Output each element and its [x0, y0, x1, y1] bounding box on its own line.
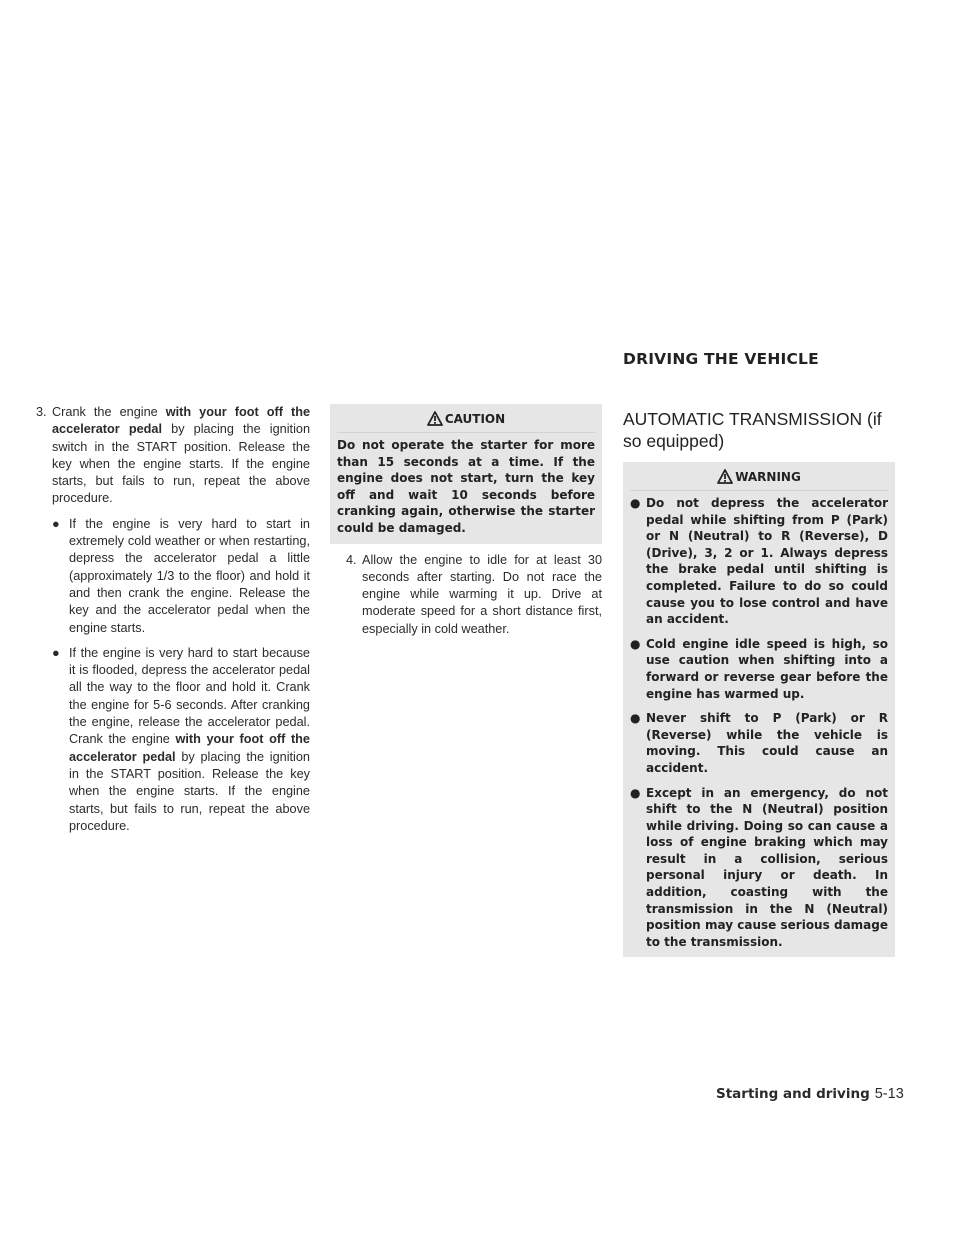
bullet-item — [52, 645, 310, 835]
bullet-item — [52, 516, 310, 637]
page-footer — [716, 1086, 916, 1102]
bullet-icon: ● — [52, 516, 60, 531]
warning-text: Never shift to P (Park) or R (Reverse) while the vehicle is moving. This could cause an accident. — [646, 711, 888, 775]
warning-label: WARNING — [735, 470, 801, 484]
warning-text: Do not depress the accelerator pedal while shifting from P (Park) or N (Neutral) to R (Reverse), D (Drive), 3, 2 or 1. Always depress the brake pedal until shifting is completed. Failure to do so could cause you to lose control and have an accident. — [646, 496, 888, 627]
bullet-icon: ● — [630, 711, 641, 726]
caution-label: CAUTION — [444, 412, 506, 426]
caution-title — [337, 410, 595, 433]
bullet-icon: ● — [630, 785, 641, 800]
warning-triangle-icon — [427, 411, 443, 426]
warning-box — [623, 462, 895, 957]
step-4 — [346, 552, 602, 638]
bullet-emphasis: with your foot off the accelerator pedal — [69, 732, 310, 764]
step-text: Crank the engine — [52, 405, 166, 419]
step-number: 4. — [346, 552, 357, 567]
right-column — [623, 404, 895, 957]
warning-list — [630, 495, 888, 950]
warning-title — [630, 468, 888, 491]
bullet-text: by placing the ignition in the START position. Release the key when the engine starts. If the engine starts, but fails to run, repeat the above procedure. — [69, 749, 310, 833]
footer-section-name: Starting and driving — [716, 1086, 870, 1102]
bullet-list — [36, 516, 310, 835]
caution-box — [330, 404, 602, 544]
step-3 — [36, 404, 310, 508]
step-text: by placing the ignition switch in the START position. Release the key when the engine starts. If the engine starts, but fails to run, repeat the above procedure. — [52, 422, 310, 506]
bullet-icon: ● — [630, 496, 641, 510]
middle-column — [330, 404, 602, 638]
caution-text: Do not operate the starter for more than 15 seconds at a time. If the engine does not start, turn the key off and wait 10 seconds before cranking again, otherwise the starter could be damaged. — [337, 438, 595, 535]
warning-text: Except in an emergency, do not shift to the N (Neutral) position while driving. Doing so can cause a loss of engine braking which may result in a collision, serious personal injury or death. In addition, coasting with the transmission in the N (Neutral) position may cause serious damage to the transmission. — [646, 785, 888, 949]
step-number: 3. — [36, 405, 47, 419]
bullet-icon: ● — [630, 636, 641, 651]
bullet-text: If the engine is very hard to start because it is flooded, depress the accelerator pedal all the way to the floor and hold it. Crank the engine for 5-6 seconds. After cranking the engine, release the accelerator pedal. Crank the engine — [69, 645, 310, 747]
warning-text: Cold engine idle speed is high, so use caution when shifting into a forward or reverse gear before the engine has warmed up. — [646, 636, 888, 701]
section-title: DRIVING THE VEHICLE — [623, 350, 819, 368]
warning-item — [630, 785, 888, 951]
step-text: Allow the engine to idle for at least 30 seconds after starting. Do not race the engine while warming it up. Drive at moderate speed for a short distance first, especially in cold weather. — [362, 552, 602, 636]
warning-item — [630, 636, 888, 702]
bullet-icon: ● — [52, 645, 60, 660]
left-column — [36, 404, 310, 835]
warning-triangle-icon — [717, 469, 733, 484]
page-number: 5-13 — [874, 1086, 904, 1102]
step-emphasis: with your foot off the accelerator pedal — [52, 405, 311, 437]
automatic-transmission-heading: AUTOMATIC TRANSMISSION (if so equipped) — [623, 409, 882, 451]
warning-item — [630, 495, 888, 628]
bullet-text: If the engine is very hard to start in extremely cold weather or when restarting, depress the accelerator pedal a little (approximately 1/3 to the floor) and hold it and then crank the engine. Release the key and the accelerator pedal when the engine starts. — [69, 516, 310, 635]
warning-item — [630, 710, 888, 776]
